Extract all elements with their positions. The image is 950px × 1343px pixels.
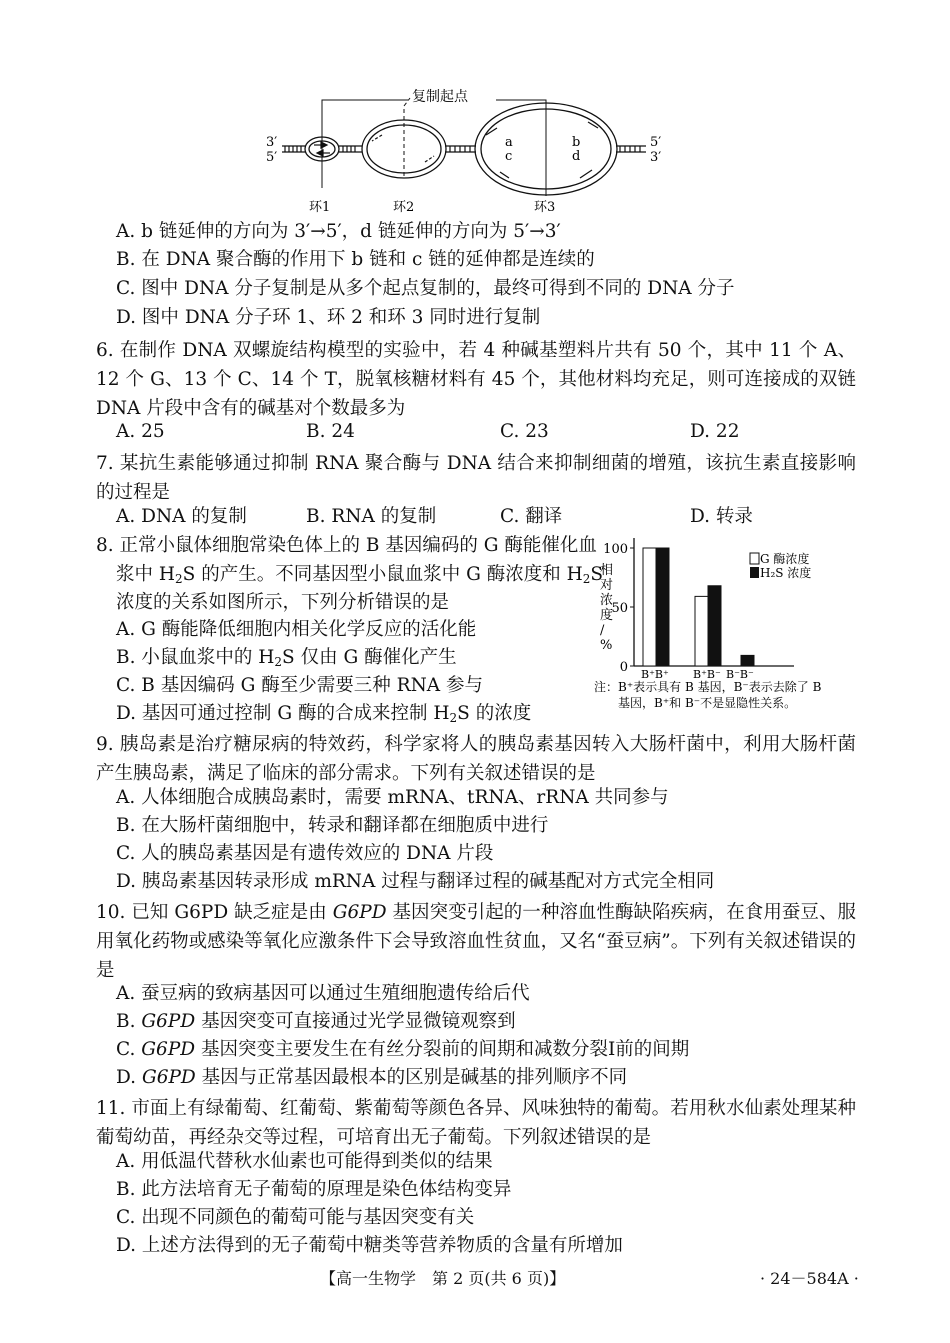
category-label-1: B⁺B⁻ [693, 668, 721, 681]
q6-option-a: A. 25 [116, 421, 165, 442]
q10-option-a: A. 蚕豆病的致病基因可以通过生殖细胞遗传给后代 [116, 983, 530, 1004]
chart-note-line1: 注：B⁺表示具有 B 基因，B⁻表示去除了 B [594, 680, 822, 694]
q9-option-b: B. 在大肠杆菌细胞中，转录和翻译都在细胞质中进行 [116, 815, 549, 836]
q6-option-b: B. 24 [306, 421, 355, 442]
q6-option-c: C. 23 [500, 421, 549, 442]
q11-option-a: A. 用低温代替秋水仙素也可能得到类似的结果 [116, 1151, 493, 1172]
chart-note-line2: 基因，B⁺和 B⁻不是显隐性关系。 [618, 696, 797, 710]
page-footer: 【高一生物学 第 2 页(共 6 页)】 [320, 1269, 566, 1288]
y-tick-label-0: 0 [619, 660, 628, 675]
loop2-label: 环2 [393, 200, 415, 215]
strand-a-label: a [505, 135, 513, 150]
right-5-label: 5′ [650, 135, 662, 150]
q7-option-c: C. 翻译 [500, 506, 563, 527]
q5-option-c: C. 图中 DNA 分子复制是从多个起点复制的，最终可得到不同的 DNA 分子 [116, 278, 735, 299]
q9-option-a: A. 人体细胞合成胰岛素时，需要 mRNA、tRNA、rRNA 共同参与 [116, 787, 669, 808]
q5-option-d: D. 图中 DNA 分子环 1、环 2 和环 3 同时进行复制 [116, 307, 541, 328]
legend [750, 551, 811, 580]
q6-option-d: D. 22 [690, 421, 740, 442]
category-label-0: B⁺B⁺ [641, 668, 669, 681]
left-5-label: 5′ [266, 150, 278, 165]
right-3-label: 3′ [650, 150, 662, 165]
legend-g-enzyme: G 酶浓度 [760, 552, 810, 566]
q11-option-d: D. 上述方法得到的无子葡萄中糖类等营养物质的含量有所增加 [116, 1235, 623, 1256]
q7-stem: 7. 某抗生素能够通过抑制 RNA 聚合酶与 DNA 结合来抑制细菌的增殖，该抗生素直接影响的过程是 [96, 453, 856, 503]
loop3-label: 环3 [534, 200, 556, 215]
q10-option-d: D. G6PD 基因与正常基因最根本的区别是碱基的排列顺序不同 [116, 1067, 628, 1088]
legend-h2s: H₂S 浓度 [760, 566, 812, 580]
q8-option-a: A. G 酶能降低细胞内相关化学反应的活化能 [116, 619, 477, 640]
bar-h2s-0 [656, 548, 669, 666]
bar-h2s-1 [708, 586, 721, 666]
q5-option-a: A. b 链延伸的方向为 3′→5′，d 链延伸的方向为 5′→3′ [116, 221, 561, 242]
q8-option-c: C. B 基因编码 G 酶至少需要三种 RNA 参与 [116, 675, 484, 696]
q11-option-b: B. 此方法培育无子葡萄的原理是染色体结构变异 [116, 1179, 512, 1200]
strand-b-label: b [572, 135, 581, 150]
q6-stem: 6. 在制作 DNA 双螺旋结构模型的实验中，若 4 种碱基塑料片共有 50 个，其中 11 个 A、12 个 G、13 个 C、14 个 T，脱氧核糖材料有 45 个，其他材料均充足，则可连接成的双链 DNA 片段中含有的碱基对个数最多为 [96, 340, 856, 419]
q11-stem: 11. 市面上有绿葡萄、红葡萄、紫葡萄等颜色各异、风味独特的葡萄。若用秋水仙素处理某种葡萄幼苗，再经杂交等过程，可培育出无子葡萄。下列叙述错误的是 [96, 1098, 856, 1148]
q7-option-b: B. RNA 的复制 [306, 506, 437, 527]
q8-line1: 8. 正常小鼠体细胞常染色体上的 B 基因编码的 G 酶能催化血 [96, 535, 597, 556]
q10-option-c: C. G6PD 基因突变主要发生在有丝分裂前的间期和减数分裂Ⅰ前的间期 [116, 1039, 690, 1060]
q7-option-a: A. DNA 的复制 [116, 506, 247, 527]
y-axis-label: 相对浓度/ % [600, 563, 614, 653]
q7-option-d: D. 转录 [690, 506, 753, 527]
q11-option-c: C. 出现不同颜色的葡萄可能与基因突变有关 [116, 1207, 475, 1228]
q8-line3: 浓度的关系如图所示，下列分析错误的是 [116, 592, 450, 613]
q8-option-d: D. 基因可通过控制 G 酶的合成来控制 $H_2S$ 的浓度 [116, 703, 532, 725]
q8-line2: 浆中 $H_2S$ 的产生。不同基因型小鼠血浆中 G 酶浓度和 $H_2S$ [116, 564, 604, 586]
legend-swatch-g-enzyme [750, 553, 759, 564]
enzyme-h2s-bar-chart [586, 530, 856, 722]
origin-label: 复制起点 [412, 89, 468, 105]
category-label-2: B⁻B⁻ [726, 668, 754, 681]
q10-stem: 10. 已知 G6PD 缺乏症是由 G6PD 基因突变引起的一种溶血性酶缺陷疾病，在食用蚕豆、服用氧化药物或感染等氧化应激条件下会导致溶血性贫血，又名“蚕豆病”。下列有关叙述错误的是 [96, 902, 856, 981]
q5-option-b: B. 在 DNA 聚合酶的作用下 b 链和 c 链的延伸都是连续的 [116, 249, 595, 270]
strand-d-label: d [572, 149, 581, 164]
bar-h2s-2 [741, 655, 754, 666]
strand-c-label: c [505, 149, 513, 164]
y-tick-label-50: 50 [611, 601, 628, 616]
bar-g-enzyme-1 [695, 596, 708, 666]
q10-option-b: B. G6PD 基因突变可直接通过光学显微镜观察到 [116, 1011, 516, 1032]
q8-option-b: B. 小鼠血浆中的 $H_2S$ 仅由 G 酶催化产生 [116, 647, 457, 669]
y-tick-label-100: 100 [603, 542, 628, 557]
exam-code: · 24－584A · [760, 1269, 859, 1288]
legend-swatch-h2s [750, 567, 759, 578]
q9-stem: 9. 胰岛素是治疗糖尿病的特效药，科学家将人的胰岛素基因转入大肠杆菌中，利用大肠杆菌产生胰岛素，满足了临床的部分需求。下列有关叙述错误的是 [96, 734, 856, 784]
bar-g-enzyme-0 [643, 548, 656, 666]
left-3-label: 3′ [266, 135, 278, 150]
dna-replication-figure [262, 86, 682, 216]
q9-option-d: D. 胰岛素基因转录形成 mRNA 过程与翻译过程的碱基配对方式完全相同 [116, 871, 715, 892]
loop1-label: 环1 [309, 200, 331, 215]
q9-option-c: C. 人的胰岛素基因是有遗传效应的 DNA 片段 [116, 843, 494, 864]
